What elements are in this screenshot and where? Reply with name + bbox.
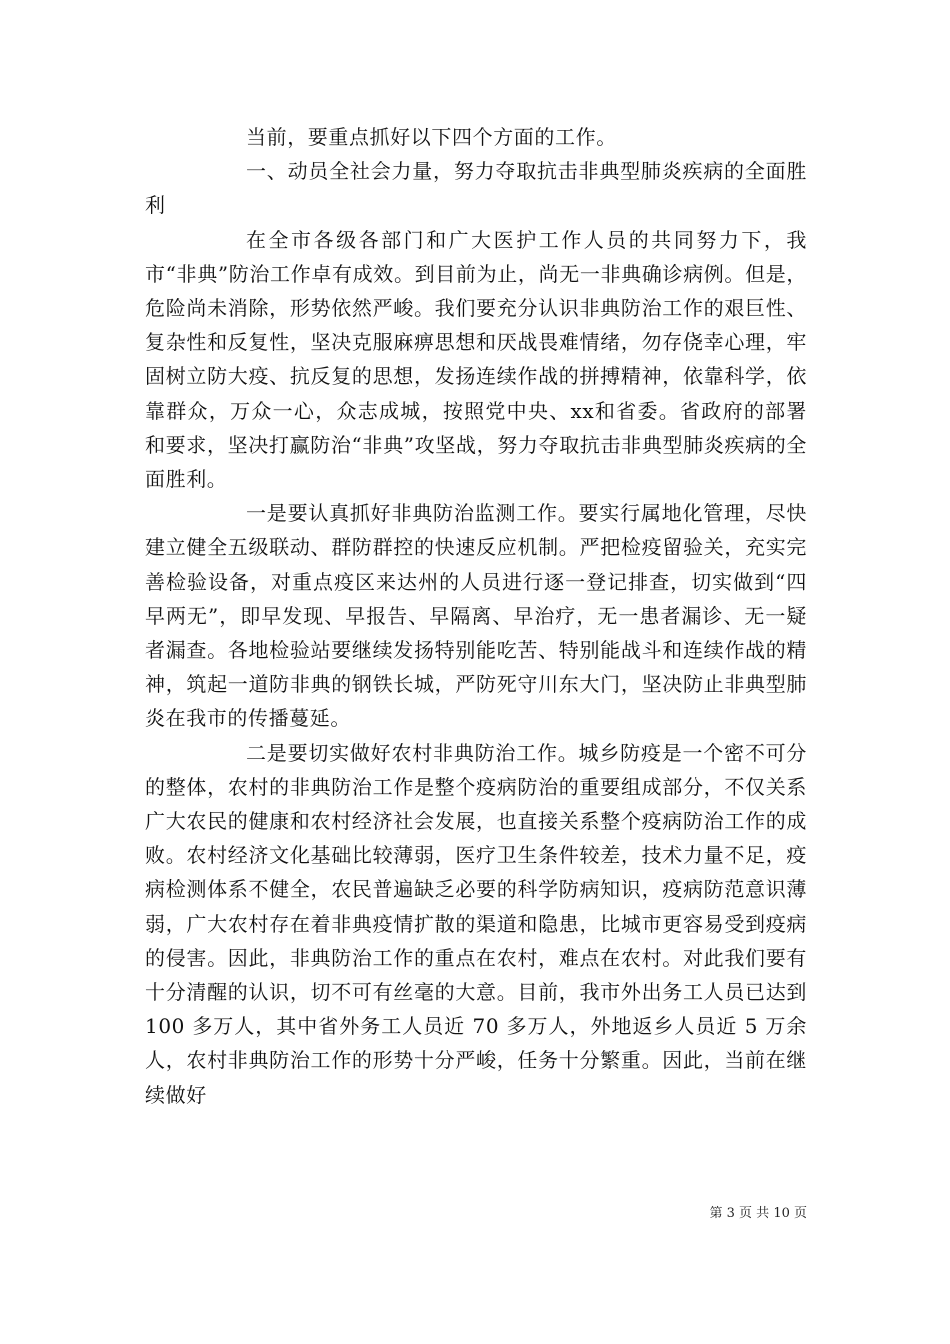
page-number: 第 3 页 共 10 页 (709, 1206, 807, 1221)
paragraph-intro: 当前，要重点抓好以下四个方面的工作。 (246, 125, 617, 149)
paragraph-monitoring: 一是要认真抓好非典防治监测工作。要实行属地化管理，尽快建立健全五级联动、群防群控的快速反应机制。严把检疫留验关，充实完善检验设备，对重点疫区来达州的人员进行逐一登记排查，切实做到“四早两无”，即早发现、早报告、早隔离、早治疗，无一患者漏诊、无一疑者漏查。各地检验站要继续发扬特别能吃苦、特别能战斗和连续作战的精神，筑起一道防非典的钢铁长城，严防死守川东大门，坚决防止非典型肺炎在我市的传播蔓延。 (145, 501, 807, 731)
paragraph-rural: 二是要切实做好农村非典防治工作。城乡防疫是一个密不可分的整体，农村的非典防治工作是整个疫病防治的重要组成部分，不仅关系广大农民的健康和农村经济社会发展，也直接关系整个疫病防治工作的成败。农村经济文化基础比较薄弱，医疗卫生条件较差，技术力量不足，疫病检测体系不健全，农民普遍缺乏必要的科学防病知识，疫病防范意识薄弱，广大农村存在着非典疫情扩散的渠道和隐患，比城市更容易受到疫病的侵害。因此，非典防治工作的重点在农村，难点在农村。对此我们要有十分清醒的认识，切不可有丝毫的大意。目前，我市外出务工人员已达到 100 多万人，其中省外务工人员近 70 多万人，外地返乡人员近 5 万余人，农村非典防治工作的形势十分严峻，任务十分繁重。因此，当前在继续做好 (145, 740, 807, 1107)
document-body (145, 120, 807, 1112)
section-heading-1: 一、动员全社会力量，努力夺取抗击非典型肺炎疾病的全面胜利 (145, 159, 807, 218)
paragraph-overview: 在全市各级各部门和广大医护工作人员的共同努力下，我市“非典”防治工作卓有成效。到目前为止，尚无一非典确诊病例。但是，危险尚未消除，形势依然严峻。我们要充分认识非典防治工作的艰巨性、复杂性和反复性，坚决克服麻痹思想和厌战畏难情绪，勿存侥幸心理，牢固树立防大疫、抗反复的思想，发扬连续作战的拼搏精神，依靠科学，依靠群众，万众一心，众志成城，按照党中央、xx和省委。省政府的部署和要求，坚决打赢防治“非典”攻坚战，努力夺取抗击非典型肺炎疾病的全面胜利。 (145, 227, 807, 492)
